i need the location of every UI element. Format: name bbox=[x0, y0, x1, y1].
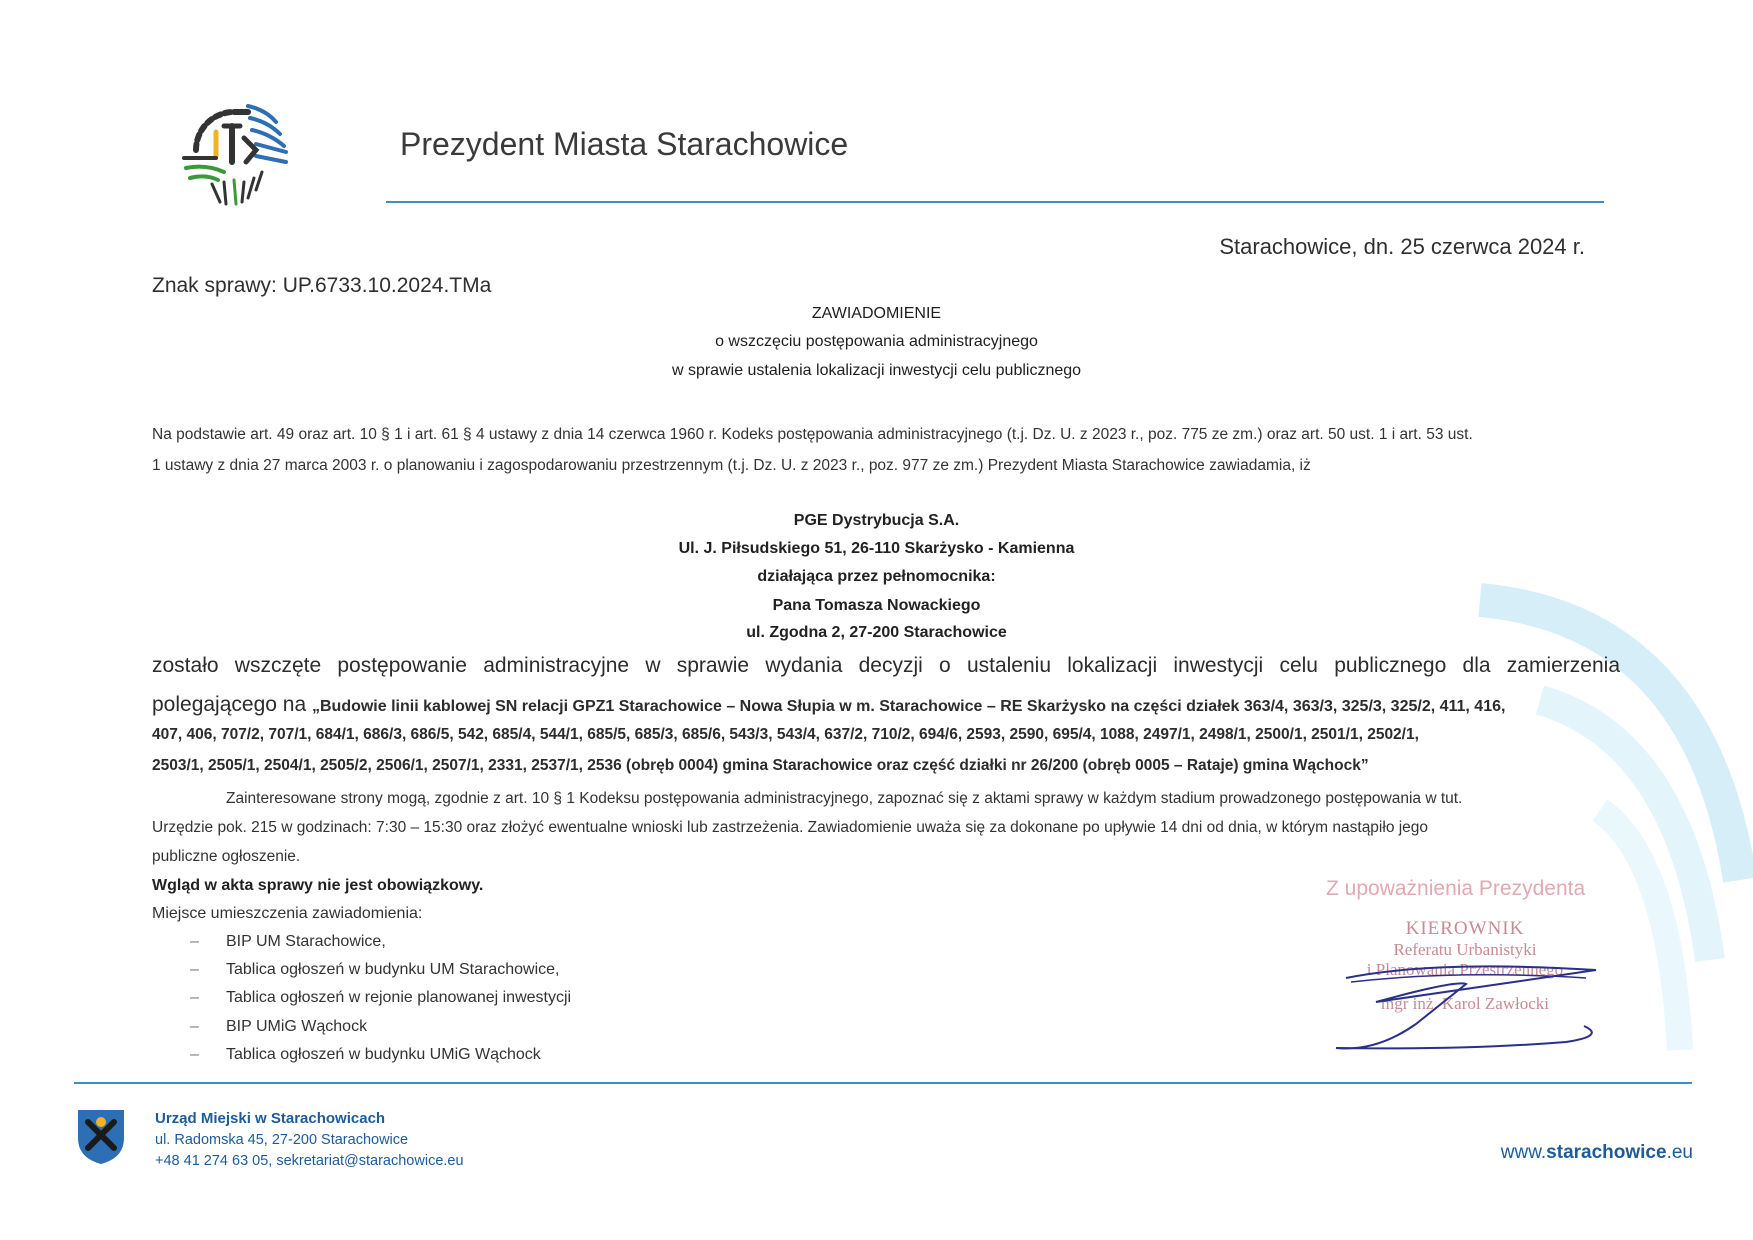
info-line-1: Zainteresowane strony mogą, zgodnie z art. 10 § 1 Kodeksu postępowania administracyjnego, zapoznać się z aktami sprawy w każdym stadium prowadzonego postępowania w tut. bbox=[226, 790, 1463, 807]
stamp-title: KIEROWNIK bbox=[1405, 918, 1525, 939]
placement-label: Tablica ogłoszeń w budynku UM Starachowice, bbox=[226, 961, 560, 978]
list-dash: – bbox=[190, 961, 199, 978]
footer-address: ul. Radomska 45, 27-200 Starachowice bbox=[155, 1132, 409, 1148]
stamp-department: Referatu Urbanistyki bbox=[1393, 940, 1537, 959]
footer-divider bbox=[74, 1082, 1692, 1084]
investment-description: „Budowie linii kablowej SN relacji GPZ1 Starachowice – Nowa Słupia w m. Starachowice – RE Skarżysko na części działek 363/4, 363/3, 325/3, 325/2, 411, 416, bbox=[311, 698, 1506, 715]
inspection-note: Wgląd w akta sprawy nie jest obowiązkowy. bbox=[152, 877, 484, 894]
placement-label: BIP UM Starachowice, bbox=[226, 933, 386, 950]
footer-organization: Urząd Miejski w Starachowicach bbox=[155, 1110, 386, 1127]
info-line-2: Urzędzie pok. 215 w godzinach: 7:30 – 15:30 oraz złożyć ewentualne wnioski lub zastrzeżenia. Zawiadomienie uważa się za dokonane po upływie 14 dni od dnia, w którym nastąpiło jego bbox=[152, 819, 1429, 836]
placement-label: Tablica ogłoszeń w rejonie planowanej inwestycji bbox=[226, 989, 572, 1006]
applicant-address: Ul. J. Piłsudskiego 51, 26-110 Skarżysko - Kamienna bbox=[678, 540, 1075, 557]
footer-contact[interactable]: +48 41 274 63 05, sekretariat@starachowice.eu bbox=[155, 1153, 464, 1169]
www-main: starachowice bbox=[1546, 1142, 1667, 1163]
placement-item bbox=[190, 1018, 367, 1036]
proceeding-line-2 bbox=[152, 693, 1620, 717]
header-title: Prezydent Miasta Starachowice bbox=[400, 126, 849, 162]
handwritten-signature bbox=[1316, 940, 1616, 1060]
stamp-department-2: i Planowania Przestrzennego bbox=[1366, 960, 1564, 979]
representative-address: ul. Zgodna 2, 27-200 Starachowice bbox=[746, 624, 1007, 641]
info-line-3: publiczne ogłoszenie. bbox=[152, 848, 301, 865]
placement-item bbox=[190, 961, 560, 979]
placement-item bbox=[190, 933, 386, 951]
list-dash: – bbox=[190, 933, 199, 950]
parcel-list-line-2: 2503/1, 2505/1, 2504/1, 2505/2, 2506/1, 2507/1, 2331, 2537/1, 2536 (obręb 0004) gmina Starachowice oraz część działki nr 26/200 (obręb 0005 – Rataje) gmina Wąchock” bbox=[152, 757, 1369, 774]
notice-subtitle-1: o wszczęciu postępowania administracyjnego bbox=[715, 333, 1038, 350]
applicant-via: działająca przez pełnomocnika: bbox=[757, 568, 996, 585]
parcel-list-line-1: 407, 406, 707/2, 707/1, 684/1, 686/3, 686/5, 542, 685/4, 544/1, 685/5, 685/3, 685/6, 543/3, 543/4, 637/2, 710/2, 694/6, 2593, 2590, 695/4, 1088, 2497/1, 2498/1, 2500/1, 2501/1, 2502/1, bbox=[152, 726, 1419, 743]
list-dash: – bbox=[190, 1018, 199, 1035]
list-dash: – bbox=[190, 989, 199, 1006]
header-divider bbox=[386, 201, 1604, 203]
stamp-signatory: mgr inż. Karol Zawłocki bbox=[1380, 994, 1550, 1013]
placement-label: BIP UMiG Wąchock bbox=[226, 1018, 368, 1035]
notice-title: ZAWIADOMIENIE bbox=[811, 305, 942, 322]
www-suffix: .eu bbox=[1666, 1142, 1693, 1163]
case-reference: Znak sprawy: UP.6733.10.2024.TMa bbox=[152, 274, 492, 297]
placement-item bbox=[190, 989, 571, 1007]
proceeding-prefix: polegającego na bbox=[152, 693, 312, 716]
applicant-name: PGE Dystrybucja S.A. bbox=[793, 512, 960, 529]
placement-item bbox=[190, 1046, 541, 1064]
representative-name: Pana Tomasza Nowackiego bbox=[772, 597, 981, 614]
placement-label: Tablica ogłoszeń w budynku UMiG Wąchock bbox=[226, 1046, 541, 1063]
legal-basis-line-1: Na podstawie art. 49 oraz art. 10 § 1 i art. 61 § 4 ustawy z dnia 14 czerwca 1960 r. Kodeks postępowania administracyjnego (t.j. Dz. U. z 2023 r., poz. 775 ze zm.) oraz art. 50 ust. 1 i art. 53 ust. bbox=[152, 426, 1473, 443]
list-dash: – bbox=[190, 1046, 199, 1063]
placement-title: Miejsce umieszczenia zawiadomienia: bbox=[152, 905, 423, 922]
authorization-stamp: Z upoważnienia Prezydenta bbox=[1326, 877, 1586, 900]
www-prefix: www. bbox=[1500, 1142, 1547, 1163]
website-link[interactable] bbox=[1501, 1142, 1693, 1164]
notice-subtitle-2: w sprawie ustalenia lokalizacji inwestycji celu publicznego bbox=[671, 362, 1082, 379]
document-date: Starachowice, dn. 25 czerwca 2024 r. bbox=[1219, 234, 1585, 259]
proceeding-line-1: zostało wszczęte postępowanie administracyjne w sprawie wydania decyzji o ustaleniu lokalizacji inwestycji celu publicznego dla zamierzenia bbox=[152, 654, 1620, 677]
city-logo bbox=[176, 92, 292, 208]
legal-basis-line-2: 1 ustawy z dnia 27 marca 2003 r. o planowaniu i zagospodarowaniu przestrzennym (t.j. Dz. U. z 2023 r., poz. 977 ze zm.) Prezydent Miasta Starachowice zawiadamia, iż bbox=[152, 457, 1311, 474]
coat-of-arms-icon bbox=[76, 1108, 126, 1166]
